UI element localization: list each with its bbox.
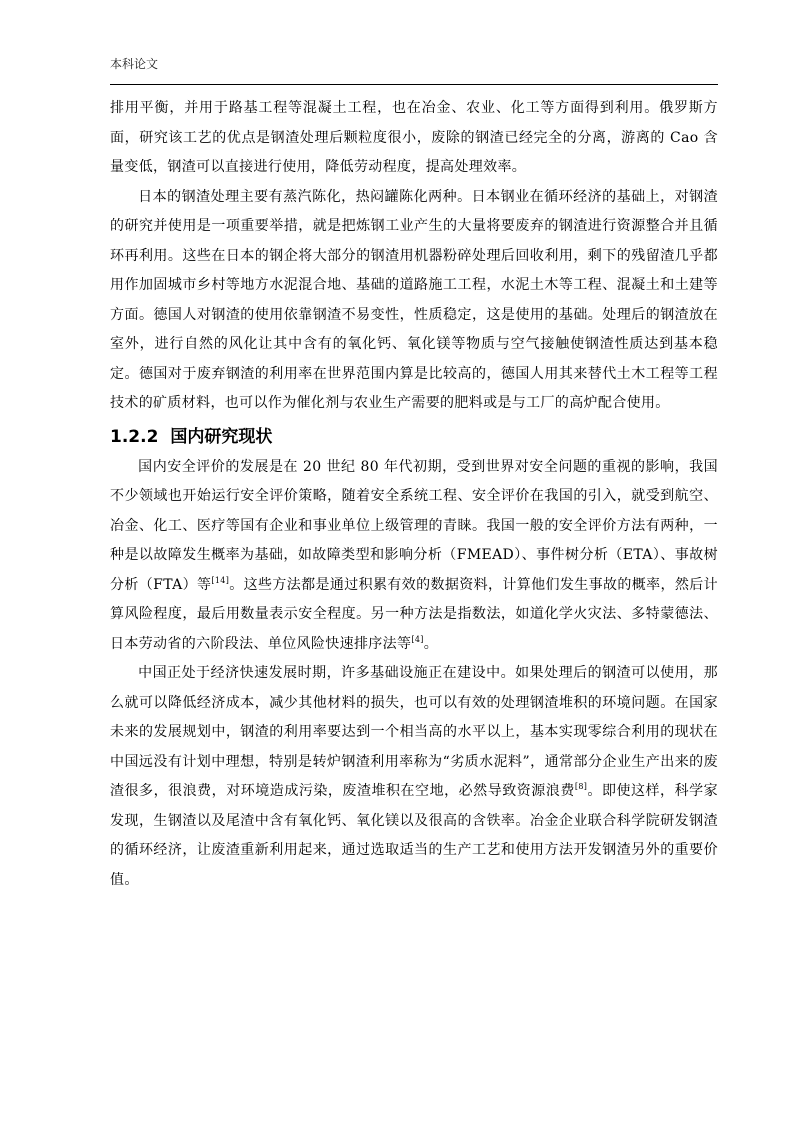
paragraph-text: 。 [423,635,439,652]
paragraph-text: 国内安全评价的发展是在 20 世纪 80 年代初期，受到世界对安全问题的重视的影响，我国不少领域也开始运行安全评价策略，随着安全系统工程、安全评价在我国的引入，就受到航空、冶金、化工、医疗等国有企业和事业单位上级管理的青睐。我国一般的安全评价方法有两种，一种是以故障发生概率为基础，如故障类型和影响分析（FMEAD）、事件树分析（ETA）、事故树分析（FTA）等 [110,458,718,593]
section-number: 1.2.2 [110,426,159,447]
paragraph-text: 。这些方法都是通过积累有效的数据资料，计算他们发生事故的概率，然后计算风险程度，最后用数量表示安全程度。另一种方法是指数法，如道化学火灾法、多特蒙德法、日本劳动省的六阶段法、单位风险快速排序法等 [110,576,718,652]
paragraph-text: 日本的钢渣处理主要有蒸汽陈化，热闷罐陈化两种。日本钢业在循环经济的基础上，对钢渣的研究并使用是一项重要举措，就是把炼钢工业产生的大量将要废弃的钢渣进行资源整合并且循环再利用。这些在日本的钢企将大部分的钢渣用机器粉碎处理后回收利用，剩下的残留渣几乎都用作加固城市乡村等地方水泥混合地、基础的道路施工工程，水泥土木等工程、混凝土和土建等方面。德国人对钢渣的使用依靠钢渣不易变性，性质稳定，这是使用的基础。处理后的钢渣放在室外，进行自然的风化让其中含有的氧化钙、氧化镁等物质与空气接触使钢渣性质达到基本稳定。德国对于废弃钢渣的利用率在世界范围内算是比较高的，德国人用其来替代土木工程等工程技术的矿质材料，也可以作为催化剂与农业生产需要的肥料或是与工厂的高炉配合使用。 [110,188,718,411]
citation-ref: [4] [411,634,424,644]
running-header: 本科论文 [110,57,159,71]
paragraph-text: 排用平衡，并用于路基工程等混凝土工程，也在冶金、农业、化工等方面得到利用。俄罗斯方面，研究该工艺的优点是钢渣处理后颗粒度很小，废除的钢渣已经完全的分离，游离的 Cao 含量变低，钢渣可以直接进行使用，降低劳动程度，提高处理效率。 [110,100,718,175]
header-divider [110,84,718,85]
section-heading [110,419,718,453]
document-body [110,94,718,895]
paragraph-text: 中国正处于经济快速发展时期，许多基础设施正在建设中。如果处理后的钢渣可以使用，那么就可以降低经济成本，减少其他材料的损失，也可以有效的处理钢渣堆积的环境问题。在国家未来的发展规划中，钢渣的利用率要达到一个相当高的水平以上，基本实现零综合利用的现状在中国远没有计划中理想，特别是转炉钢渣利用率称为“劣质水泥料”，通常部分企业生产出来的废渣很多，很浪费，对环境造成污染，废渣堆积在空地，必然导致资源浪费 [110,665,718,799]
citation-ref: [14] [211,575,230,585]
paragraph-domestic-safety [110,453,718,660]
paragraph-china-steel-slag [110,659,718,895]
paragraph-japan-germany [110,183,718,419]
section-title: 国内研究现状 [170,426,273,447]
paragraph-continued [110,94,718,183]
paragraph-text: 。即使这样，科学家发现，生钢渣以及尾渣中含有氧化钙、氧化镁以及很高的含铁率。冶金企业联合科学院研发钢渣的循环经济，让废渣重新利用起来，通过选取适当的生产工艺和使用方法开发钢渣另外的重要价值。 [110,783,718,888]
citation-ref: [8] [574,782,588,791]
